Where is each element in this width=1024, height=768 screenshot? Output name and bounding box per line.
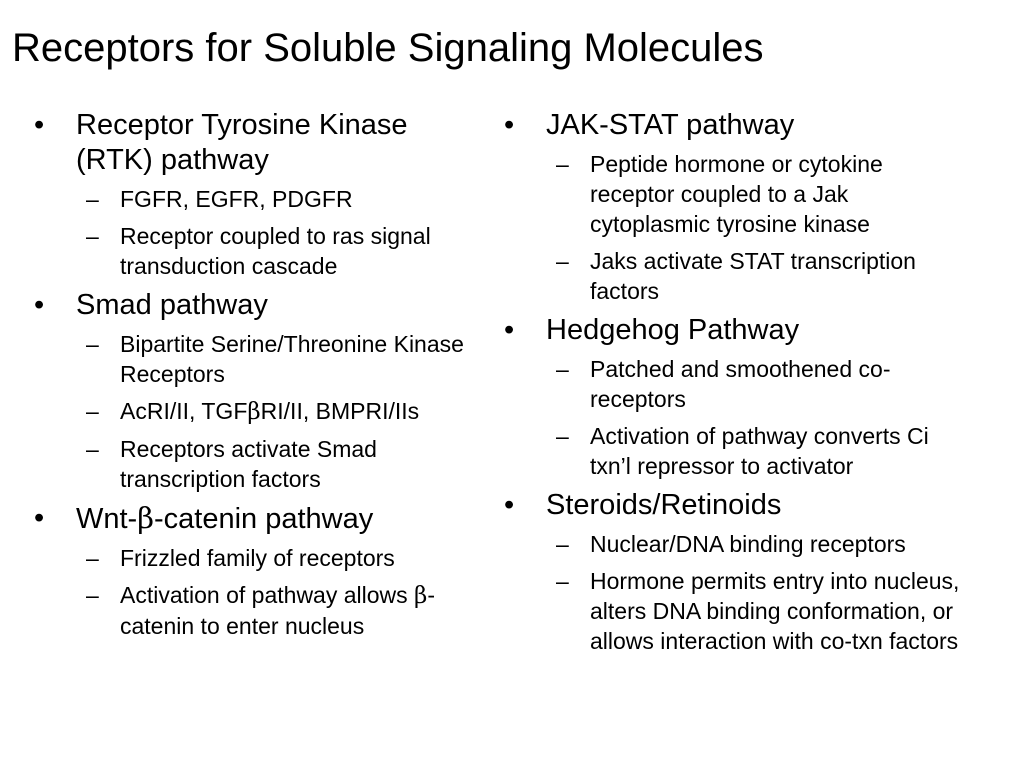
left-column	[30, 108, 480, 648]
sub-text-post: RI/II, BMPRI/IIs	[260, 398, 420, 424]
sub-list-steroids	[500, 529, 970, 656]
sub-text: Peptide hormone or cytokine receptor coupled to a Jak cytoplasmic tyrosine kinase	[590, 151, 883, 237]
sub-text: Frizzled family of receptors	[120, 545, 395, 571]
right-column	[500, 108, 970, 663]
sub-list-jak-stat	[500, 149, 970, 306]
slide-title: Receptors for Soluble Signaling Molecules	[12, 26, 764, 70]
sub-item	[500, 529, 970, 559]
sub-item	[500, 421, 970, 481]
bullet-text-post: -catenin pathway	[153, 503, 374, 535]
bullet-marker: •	[504, 489, 515, 521]
bullet-smad-pathway	[30, 288, 480, 323]
sub-item	[30, 221, 480, 281]
bullet-text-pre: Wnt-	[76, 503, 138, 535]
bullet-jak-stat-pathway	[500, 108, 970, 143]
bullet-text: JAK-STAT pathway	[546, 109, 795, 141]
sub-text: Nuclear/DNA binding receptors	[590, 531, 906, 557]
beta-symbol: β	[414, 583, 428, 609]
sub-item	[30, 543, 480, 573]
sub-text: Patched and smoothened co-receptors	[590, 356, 891, 412]
sub-marker: –	[556, 356, 569, 382]
sub-text: Jaks activate STAT transcription factors	[590, 248, 916, 304]
sub-list-hedgehog	[500, 354, 970, 481]
sub-marker: –	[556, 531, 569, 557]
sub-item	[30, 434, 480, 494]
sub-marker: –	[86, 545, 99, 571]
sub-marker: –	[556, 248, 569, 274]
sub-list-wnt	[30, 543, 480, 641]
sub-item	[30, 184, 480, 214]
sub-text: FGFR, EGFR, PDGFR	[120, 186, 353, 212]
sub-text: Hormone permits entry into nucleus, alters DNA binding conformation, or allows interaction with co-txn factors	[590, 568, 960, 654]
sub-marker: –	[556, 568, 569, 594]
bullet-marker: •	[504, 314, 515, 346]
bullet-text: Smad pathway	[76, 289, 268, 321]
sub-item	[500, 246, 970, 306]
sub-item	[500, 149, 970, 239]
sub-item	[30, 580, 480, 641]
bullet-marker: •	[34, 109, 45, 141]
sub-list-smad	[30, 329, 480, 494]
sub-text-post: -catenin to enter nucleus	[120, 582, 436, 639]
sub-text-pre: Activation of pathway allows	[120, 582, 415, 608]
sub-item	[30, 396, 480, 427]
sub-text: Bipartite Serine/Threonine Kinase Receptors	[120, 331, 464, 387]
sub-text-pre: AcRI/II, TGF	[120, 398, 248, 424]
bullet-steroids-retinoids	[500, 488, 970, 523]
bullet-marker: •	[34, 289, 45, 321]
sub-marker: –	[86, 436, 99, 462]
sub-marker: –	[86, 582, 99, 608]
sub-text: Receptor coupled to ras signal transduction cascade	[120, 223, 431, 279]
sub-item	[30, 329, 480, 389]
sub-marker: –	[556, 423, 569, 449]
beta-symbol: β	[137, 501, 154, 535]
bullet-text: Receptor Tyrosine Kinase (RTK) pathway	[76, 109, 408, 176]
bullet-hedgehog-pathway	[500, 313, 970, 348]
beta-symbol: β	[247, 399, 261, 425]
sub-marker: –	[86, 223, 99, 249]
bullet-wnt-pathway	[30, 501, 480, 537]
sub-marker: –	[86, 398, 99, 424]
bullet-marker: •	[504, 109, 515, 141]
bullet-text: Steroids/Retinoids	[546, 489, 782, 521]
bullet-marker: •	[34, 502, 45, 534]
sub-marker: –	[556, 151, 569, 177]
bullet-rtk-pathway	[30, 108, 480, 178]
sub-text: Receptors activate Smad transcription factors	[120, 436, 377, 492]
sub-list-rtk	[30, 184, 480, 281]
sub-item	[500, 354, 970, 414]
sub-marker: –	[86, 186, 99, 212]
sub-text: Activation of pathway converts Ci txn’l repressor to activator	[590, 423, 929, 479]
sub-item	[500, 566, 970, 656]
bullet-text: Hedgehog Pathway	[546, 314, 800, 346]
sub-marker: –	[86, 331, 99, 357]
